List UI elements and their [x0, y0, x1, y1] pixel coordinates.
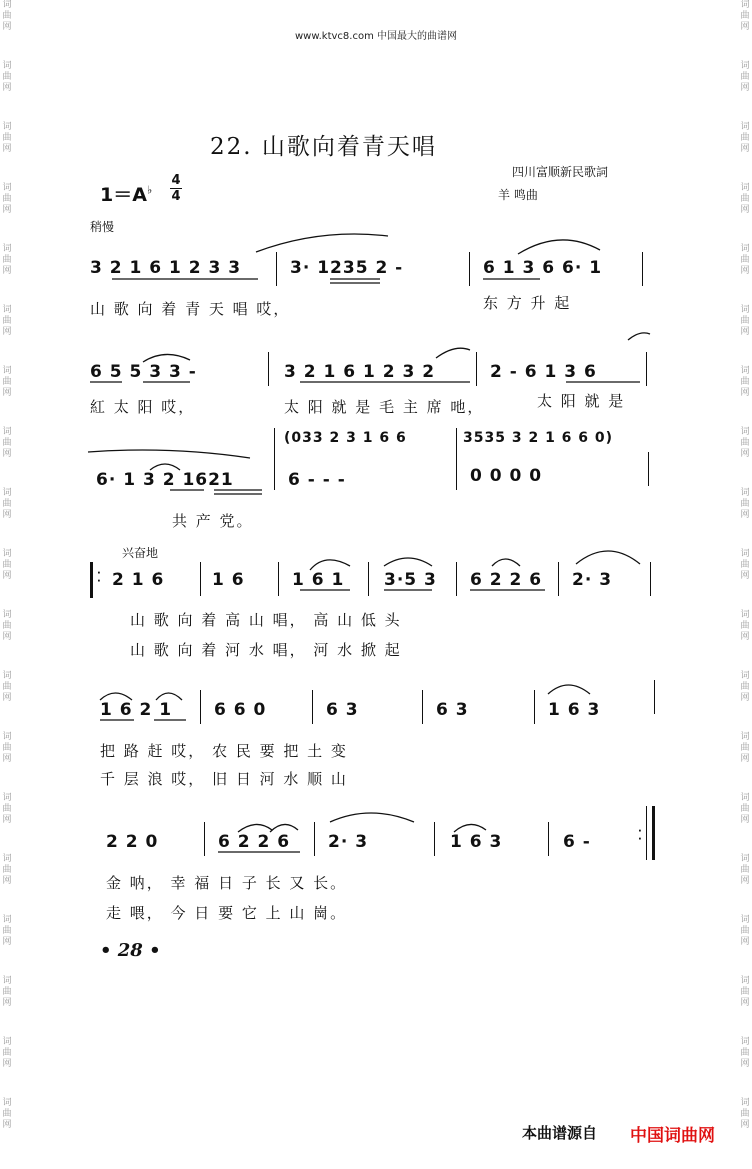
- watermark-char: 曲: [740, 255, 750, 265]
- row4-measure1-notes: 2 1 6: [112, 570, 165, 590]
- watermark-char: 词: [2, 854, 12, 864]
- row2-lyrics-c: 太 阳 就 是: [537, 392, 626, 410]
- watermark-char: 网: [740, 693, 750, 703]
- watermark-char: 词: [740, 732, 750, 742]
- row4-lyrics-verse2: 山 歌 向 着 河 水 唱， 河 水 掀 起: [130, 641, 402, 659]
- watermark-char: 曲: [2, 438, 12, 448]
- row6-measure4-notes: 1 6 3: [450, 832, 503, 852]
- watermark-char: 网: [740, 388, 750, 398]
- watermark-char: 网: [2, 876, 12, 886]
- watermark-char: 网: [740, 449, 750, 459]
- watermark-char: 网: [2, 327, 12, 337]
- watermark-char: 网: [740, 144, 750, 154]
- row6-measure2-notes: 6 2 2 6: [218, 832, 291, 852]
- row6-lyrics-verse2: 走 喂， 今 日 要 它 上 山 崗。: [106, 904, 348, 922]
- watermark-char: 网: [740, 571, 750, 581]
- watermark-char: 网: [740, 937, 750, 947]
- watermark-char: 词: [2, 122, 12, 132]
- watermark-char: 词: [740, 976, 750, 986]
- page-number: • 28 •: [100, 940, 161, 961]
- watermark-char: 曲: [740, 865, 750, 875]
- row6-measure5-notes: 6 -: [563, 832, 591, 852]
- watermark-char: 曲: [2, 1109, 12, 1119]
- watermark-char: 词: [2, 488, 12, 498]
- row3-interlude-notes-b: 3535 3 2 1 6 6 0): [463, 430, 614, 446]
- watermark-char: 网: [2, 815, 12, 825]
- watermark-char: 网: [2, 571, 12, 581]
- watermark-char: 网: [2, 449, 12, 459]
- watermark-char: 词: [2, 915, 12, 925]
- watermark-char: 词: [740, 427, 750, 437]
- watermark-char: 曲: [2, 11, 12, 21]
- watermark-char: 网: [2, 22, 12, 32]
- watermark-char: 词: [2, 61, 12, 71]
- watermark-char: 曲: [2, 377, 12, 387]
- source-site: 中国词曲网: [630, 1126, 715, 1146]
- watermark-char: 词: [740, 366, 750, 376]
- watermark-char: 词: [2, 427, 12, 437]
- row2-measure1-notes: 6 5 5 3 3 -: [90, 362, 197, 382]
- watermark-char: 曲: [2, 560, 12, 570]
- slur: [150, 464, 180, 470]
- watermark-char: 曲: [740, 438, 750, 448]
- watermark-char: 词: [2, 366, 12, 376]
- watermark-char: 网: [2, 388, 12, 398]
- watermark-char: 词: [740, 61, 750, 71]
- row4-measure2-notes: 1 6: [212, 570, 245, 590]
- row6-lyrics-verse1: 金 呐， 幸 福 日 子 长 又 长。: [106, 874, 348, 892]
- watermark-char: 曲: [740, 72, 750, 82]
- watermark-char: 曲: [740, 926, 750, 936]
- watermark-char: 词: [740, 0, 750, 10]
- watermark-char: 词: [740, 488, 750, 498]
- row2-measure3-notes: 2 - 6 1 3 6: [490, 362, 597, 382]
- watermark-char: 曲: [2, 926, 12, 936]
- watermark-char: 网: [740, 632, 750, 642]
- row5-lyrics-verse2: 千 层 浪 哎， 旧 日 河 水 顺 山: [100, 770, 348, 788]
- watermark-char: 词: [740, 854, 750, 864]
- watermark-char: 曲: [2, 621, 12, 631]
- slur: [548, 685, 590, 694]
- row1-measure3-notes: 6 1 3 6 6· 1: [483, 258, 603, 278]
- watermark-char: 词: [740, 183, 750, 193]
- watermark-char: 网: [740, 876, 750, 886]
- time-signature: 4 4: [171, 173, 181, 204]
- row5-measure3-notes: 6 3: [326, 700, 359, 720]
- watermark-char: 词: [740, 1037, 750, 1047]
- slur: [492, 559, 520, 566]
- watermark-char: 网: [2, 998, 12, 1008]
- slur: [454, 824, 486, 832]
- watermark-char: 曲: [740, 194, 750, 204]
- row3-interlude-notes-a: (033 2 3 1 6 6: [284, 430, 407, 446]
- watermark-char: 曲: [740, 1048, 750, 1058]
- watermark-char: 曲: [2, 194, 12, 204]
- row5-measure5-notes: 1 6 3: [548, 700, 601, 720]
- music-credit: 羊 鸣曲: [498, 188, 538, 202]
- watermark-char: 曲: [2, 499, 12, 509]
- row4-lyrics-verse1: 山 歌 向 着 高 山 唱， 高 山 低 头: [130, 611, 402, 629]
- slur: [576, 551, 640, 564]
- row3-lyrics: 共 产 党。: [172, 512, 254, 530]
- row6-measure1-notes: 2 2 0: [106, 832, 159, 852]
- slur: [256, 234, 388, 252]
- row4-measure4-notes: 3·5 3: [384, 570, 437, 590]
- watermark-char: 网: [740, 510, 750, 520]
- repeat-dots: · ·: [97, 568, 101, 587]
- watermark-char: 词: [740, 915, 750, 925]
- watermark-char: 曲: [740, 621, 750, 631]
- watermark-char: 曲: [2, 72, 12, 82]
- watermark-char: 网: [2, 83, 12, 93]
- watermark-char: 词: [740, 244, 750, 254]
- watermark-char: 曲: [2, 987, 12, 997]
- watermark-char: 网: [2, 632, 12, 642]
- slur: [238, 824, 272, 832]
- row4-measure5-notes: 6 2 2 6: [470, 570, 543, 590]
- watermark-char: 网: [2, 1120, 12, 1130]
- row1-measure2-notes: 3· 1235 2 -: [290, 258, 404, 278]
- watermark-char: 曲: [740, 1109, 750, 1119]
- watermark-char: 曲: [2, 316, 12, 326]
- slur: [628, 333, 650, 340]
- watermark-char: 曲: [740, 133, 750, 143]
- slur: [143, 354, 190, 362]
- watermark-char: 网: [2, 693, 12, 703]
- watermark-char: 词: [740, 610, 750, 620]
- watermark-char: 曲: [740, 11, 750, 21]
- watermark-char: 曲: [740, 499, 750, 509]
- watermark-char: 曲: [2, 255, 12, 265]
- watermark-char: 曲: [740, 682, 750, 692]
- watermark-char: 词: [740, 671, 750, 681]
- watermark-char: 词: [2, 305, 12, 315]
- row3-measure2-notes: 6 - - -: [288, 470, 346, 490]
- watermark-char: 词: [2, 244, 12, 254]
- watermark-char: 网: [740, 1059, 750, 1069]
- slur: [436, 348, 470, 358]
- song-title: 22. 山歌向着青天唱: [210, 134, 437, 160]
- watermark-char: 网: [2, 144, 12, 154]
- watermark-char: 网: [740, 998, 750, 1008]
- watermark-char: 词: [2, 549, 12, 559]
- tempo-marking: 稍慢: [90, 220, 115, 234]
- site-header: www.ktvc8.com 中国最大的曲谱网: [294, 31, 457, 42]
- watermark-char: 网: [2, 266, 12, 276]
- watermark-char: 曲: [2, 133, 12, 143]
- watermark-char: 曲: [2, 804, 12, 814]
- watermark-char: 词: [2, 1098, 12, 1108]
- row3-measure1-notes: 6· 1 3 2 1621: [96, 470, 234, 490]
- watermark-char: 词: [2, 183, 12, 193]
- watermark-char: 词: [2, 976, 12, 986]
- slur: [384, 558, 432, 566]
- watermark-char: 网: [2, 937, 12, 947]
- slur: [330, 813, 414, 822]
- watermark-char: 网: [740, 83, 750, 93]
- row3-measure3-notes: 0 0 0 0: [470, 466, 543, 486]
- watermark-char: 曲: [2, 682, 12, 692]
- watermark-char: 曲: [740, 377, 750, 387]
- row2-lyrics-b: 太 阳 就 是 毛 主 席 吔，: [284, 398, 485, 416]
- row6-measure3-notes: 2· 3: [328, 832, 369, 852]
- watermark-char: 曲: [740, 743, 750, 753]
- source-label: 本曲谱源自: [522, 1124, 598, 1142]
- watermark-char: 词: [2, 610, 12, 620]
- watermark-char: 曲: [2, 1048, 12, 1058]
- row5-measure2-notes: 6 6 0: [214, 700, 267, 720]
- tempo-marking-2: 兴奋地: [122, 546, 159, 560]
- watermark-char: 曲: [740, 987, 750, 997]
- row1-lyrics-b: 东 方 升 起: [483, 294, 572, 312]
- watermark-char: 网: [740, 266, 750, 276]
- watermark-char: 词: [740, 122, 750, 132]
- watermark-char: 网: [740, 205, 750, 215]
- watermark-char: 网: [2, 1059, 12, 1069]
- watermark-char: 网: [740, 815, 750, 825]
- row1-measure1-notes: 3 2 1 6 1 2 3 3: [90, 258, 242, 278]
- slur: [100, 693, 132, 700]
- watermark-char: 词: [740, 549, 750, 559]
- watermark-char: 曲: [740, 560, 750, 570]
- row4-measure3-notes: 1 6 1: [292, 570, 345, 590]
- repeat-end-dots: · ·: [638, 826, 642, 845]
- slur: [310, 560, 350, 570]
- lyrics-credit: 四川富顺新民歌詞: [512, 165, 609, 179]
- watermark-char: 词: [2, 0, 12, 10]
- row2-lyrics-a: 紅 太 阳 哎，: [90, 398, 196, 416]
- slur: [156, 693, 182, 700]
- slur: [270, 824, 298, 832]
- watermark-char: 网: [740, 327, 750, 337]
- watermark-char: 网: [2, 510, 12, 520]
- row1-lyrics-a: 山 歌 向 着 青 天 唱 哎，: [90, 300, 291, 318]
- watermark-char: 网: [2, 754, 12, 764]
- row2-measure2-notes: 3 2 1 6 1 2 3 2: [284, 362, 436, 382]
- row5-measure1-notes: 1 6 2 1: [100, 700, 173, 720]
- watermark-char: 词: [2, 793, 12, 803]
- watermark-char: 曲: [740, 804, 750, 814]
- watermark-char: 曲: [2, 865, 12, 875]
- watermark-char: 网: [2, 205, 12, 215]
- watermark-char: 网: [740, 22, 750, 32]
- watermark-char: 网: [740, 754, 750, 764]
- watermark-char: 词: [2, 732, 12, 742]
- row5-measure4-notes: 6 3: [436, 700, 469, 720]
- watermark-char: 词: [2, 671, 12, 681]
- watermark-char: 词: [740, 305, 750, 315]
- watermark-char: 曲: [2, 743, 12, 753]
- key-signature: 1＝A♭: [100, 183, 153, 206]
- watermark-char: 词: [740, 1098, 750, 1108]
- slur: [88, 450, 250, 458]
- row5-lyrics-verse1: 把 路 赶 哎， 农 民 要 把 土 变: [100, 742, 348, 760]
- watermark-char: 词: [740, 793, 750, 803]
- row4-measure6-notes: 2· 3: [572, 570, 613, 590]
- watermark-char: 曲: [740, 316, 750, 326]
- watermark-char: 网: [740, 1120, 750, 1130]
- watermark-char: 词: [2, 1037, 12, 1047]
- slur: [518, 240, 600, 254]
